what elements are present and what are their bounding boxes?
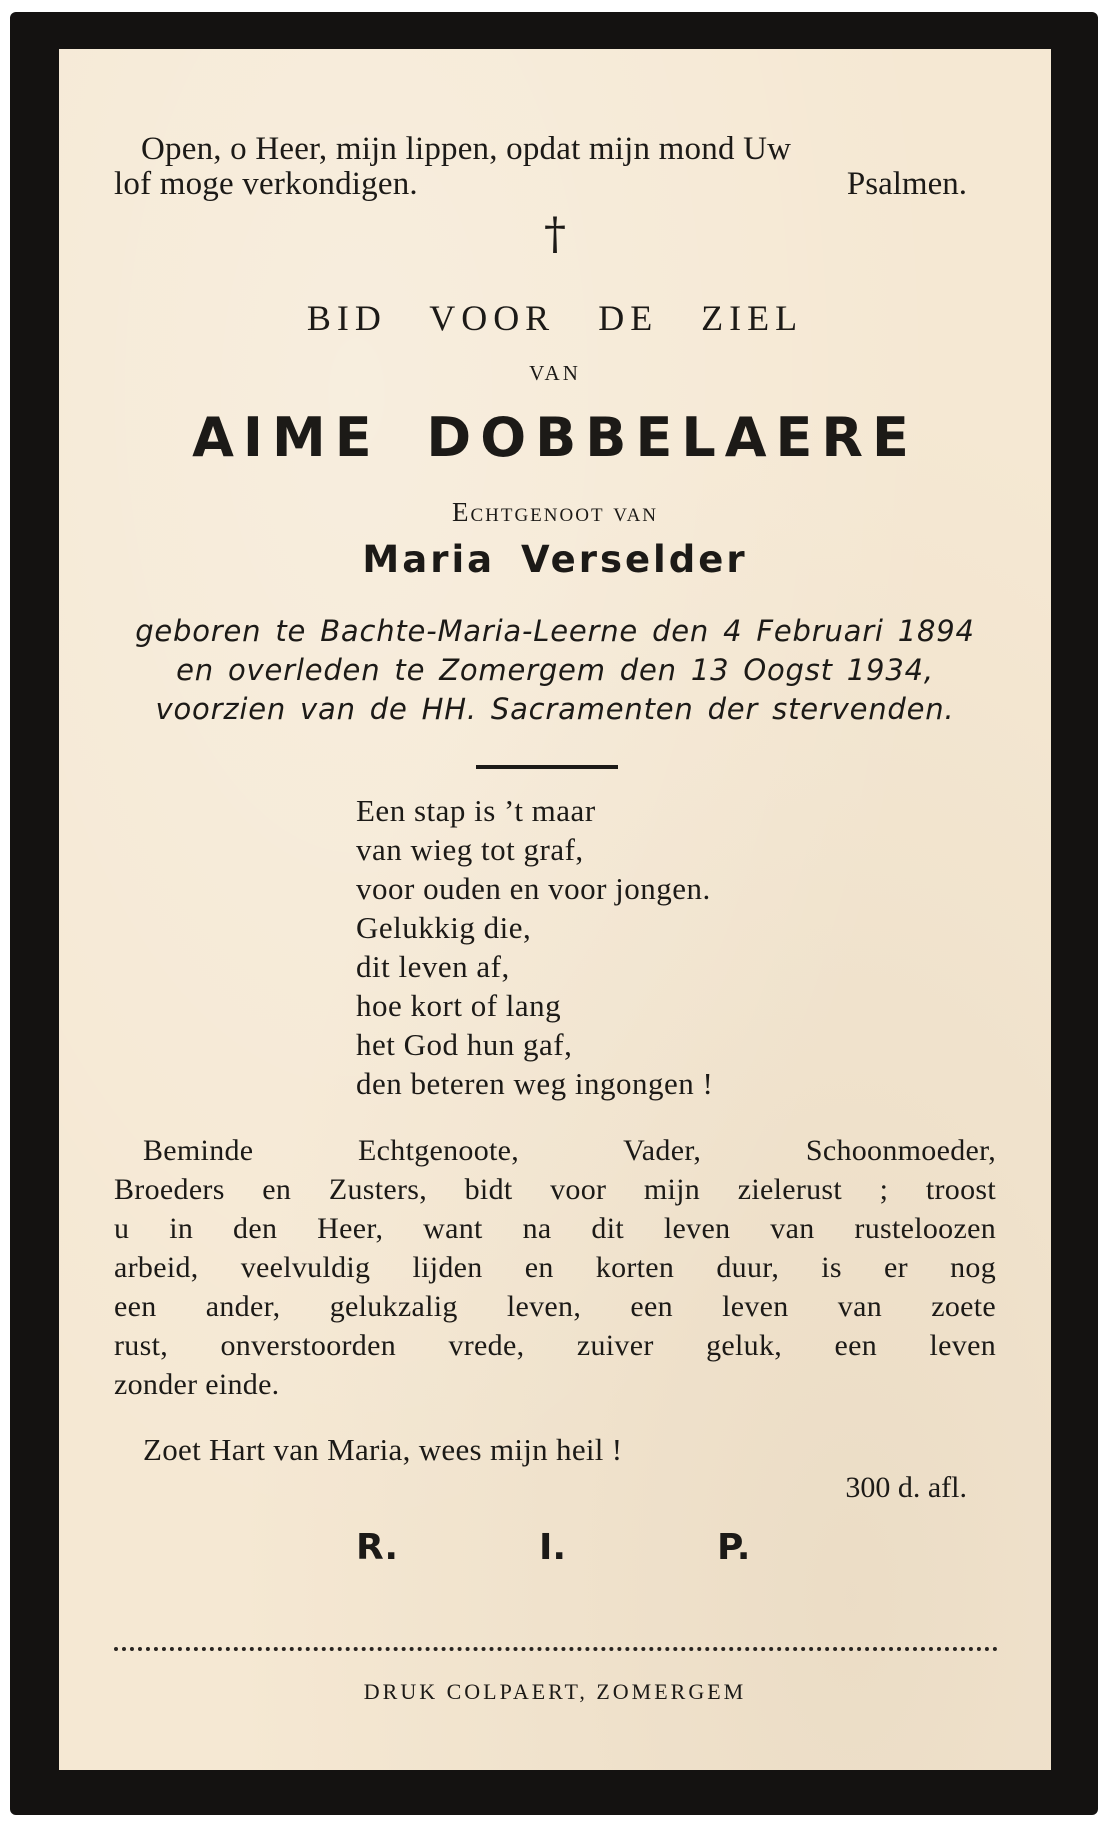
divider-rule	[476, 765, 618, 769]
message-line: zonder einde.	[114, 1368, 280, 1401]
deceased-name: AIME DOBBELAERE	[192, 406, 918, 469]
spouse-name: Maria Verselder	[362, 538, 748, 581]
poem-line: dit leven af,	[356, 949, 510, 984]
message-line: arbeid, veelvuldig lijden en korten duur, is er nog	[114, 1251, 996, 1284]
message-line: een ander, gelukzalig leven, een leven van zoete	[114, 1290, 996, 1323]
printer-credit: DRUK COLPAERT, ZOMERGEM	[363, 1679, 747, 1704]
relation-label: Echtgenoot van	[451, 497, 659, 527]
sacraments-line: voorzien van de HH. Sacramenten der stervenden.	[155, 692, 955, 726]
psalm-quote-line-2: lof moge verkondigen.	[114, 166, 418, 202]
rip-letter: I.	[539, 1527, 567, 1568]
van-label: VAN	[529, 361, 581, 385]
poem-line: van wieg tot graf,	[356, 832, 584, 867]
birth-line: geboren te Bachte-Maria-Leerne den 4 Februari 1894	[135, 614, 975, 648]
poem-line: Gelukkig die,	[356, 910, 532, 945]
rip-letter: R.	[356, 1527, 399, 1568]
memorial-card-border	[10, 12, 1098, 1815]
pray-heading: BID VOOR DE ZIEL	[306, 298, 804, 338]
poem-line: voor ouden en voor jongen.	[356, 871, 711, 906]
dotted-divider	[114, 1647, 998, 1651]
psalm-reference: Psalmen.	[846, 166, 967, 202]
message-line: Broeders en Zusters, bidt voor mijn zielerust ; troost	[114, 1173, 996, 1206]
message-line: Beminde Echtgenoote, Vader, Schoonmoeder,	[143, 1134, 996, 1167]
poem-line: het God hun gaf,	[356, 1027, 573, 1062]
poem-line: Een stap is ’t maar	[356, 793, 596, 828]
message-line: u in den Heer, want na dit leven van rusteloozen	[114, 1212, 996, 1245]
memorial-card-paper	[59, 49, 1051, 1770]
death-line: en overleden te Zomergem den 13 Oogst 1934,	[176, 653, 934, 687]
invocation: Zoet Hart van Maria, wees mijn heil !	[143, 1432, 623, 1467]
poem-line: den beteren weg ingongen !	[356, 1066, 714, 1101]
message-line: rust, onverstoorden vrede, zuiver geluk, een leven	[114, 1329, 996, 1362]
rip-letter: P.	[717, 1527, 751, 1568]
psalm-quote-line-1: Open, o Heer, mijn lippen, opdat mijn mond Uw	[141, 131, 792, 167]
poem-line: hoe kort of lang	[356, 988, 562, 1023]
cross-icon: †	[544, 209, 566, 260]
indulgence-note: 300 d. afl.	[845, 1471, 967, 1504]
